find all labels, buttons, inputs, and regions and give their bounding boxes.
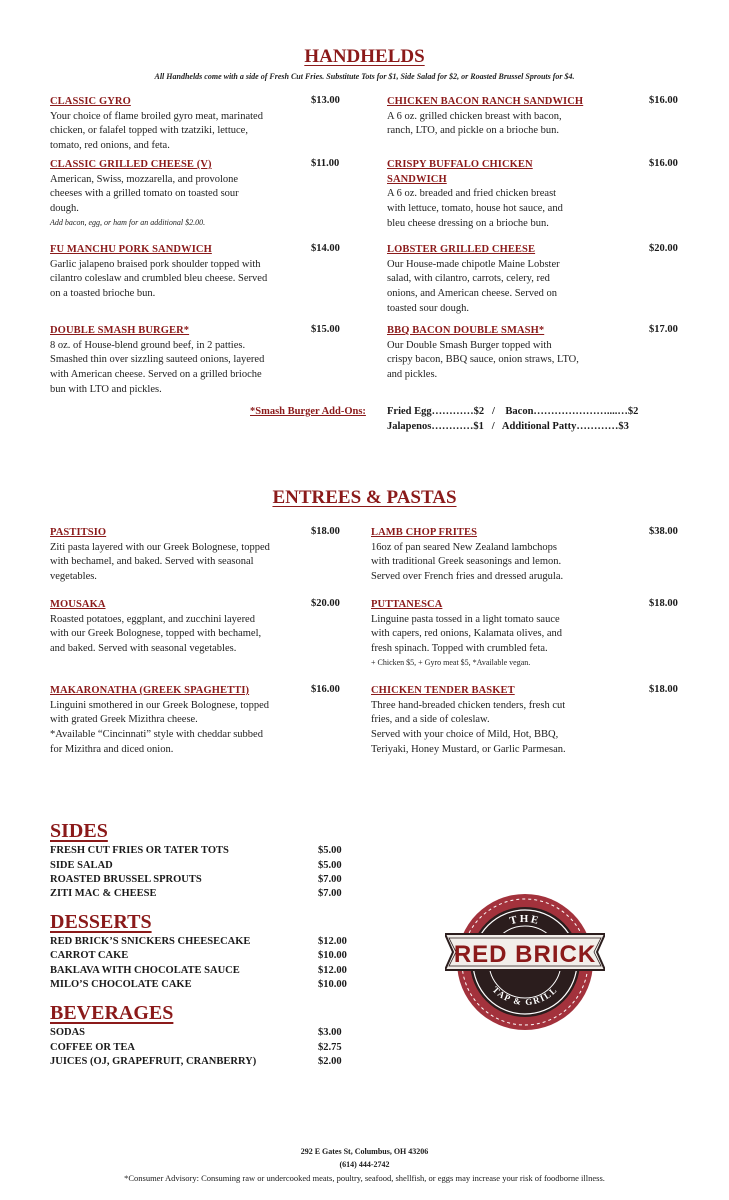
item-price: $5.00	[318, 860, 342, 871]
item-desc: toasted sour dough.	[387, 302, 469, 314]
list-item	[50, 1056, 350, 1067]
item-price: $2.00	[318, 1056, 342, 1067]
footer-advisory: *Consumer Advisory: Consuming raw or undercooked meats, poultry, seafood, shellfish, or eggs may increase your risk of foodborne illness.	[124, 1173, 605, 1183]
item-desc: with grated Greek Mizithra cheese.	[50, 714, 198, 726]
item-desc: Linguini smothered in our Greek Bolognese, topped	[50, 699, 269, 711]
footer-phone: (614) 444-2742	[339, 1160, 390, 1169]
item-note: Add bacon, egg, or ham for an additional $2.00.	[50, 217, 206, 227]
red-brick-logo	[445, 882, 605, 1042]
item-price: $16.00	[311, 684, 340, 695]
item-name: MOUSAKA	[50, 599, 106, 610]
item-desc: Ziti pasta layered with our Greek Bolognese, topped	[50, 541, 270, 553]
item-desc: Roasted potatoes, eggplant, and zucchini layered	[50, 613, 255, 625]
menu-item	[50, 324, 310, 398]
menu-item	[50, 684, 310, 758]
item-name: SODAS	[50, 1027, 86, 1038]
item-name: MAKARONATHA (GREEK SPAGHETTI)	[50, 685, 250, 696]
item-name: FRESH CUT FRIES OR TATER TOTS	[50, 845, 229, 856]
item-price: $20.00	[649, 243, 678, 254]
item-desc: Three hand-breaded chicken tenders, fresh cut	[371, 699, 566, 711]
item-desc: 8 oz. of House-blend ground beef, in 2 patties.	[50, 339, 246, 351]
addons-line: Jalapenos…………$1 / Additional Patty…………$3	[387, 421, 629, 432]
logo-top-text: THE	[508, 913, 542, 928]
item-desc: Garlic jalapeno braised pork shoulder topped with	[50, 258, 261, 270]
item-desc: tomato, red onions, and feta.	[50, 140, 170, 152]
addons-line: Fried Egg…………$2 / Bacon…………………....…$2	[387, 406, 639, 417]
list-item	[50, 888, 350, 899]
item-name-cont: SANDWICH	[387, 173, 447, 185]
list-item	[50, 950, 350, 961]
item-desc: Teriyaki, Honey Mustard, or Garlic Parmesan.	[371, 743, 566, 755]
item-desc: fresh spinach. Topped with crumbled feta.	[371, 643, 548, 655]
list-item	[50, 936, 350, 947]
item-name: CHICKEN TENDER BASKET	[371, 685, 515, 696]
item-desc: and pickles.	[387, 369, 438, 381]
list-item	[50, 1027, 350, 1038]
menu-item	[50, 526, 310, 585]
item-name: ZITI MAC & CHEESE	[50, 888, 157, 899]
item-desc: chicken, or falafel topped with tzatziki, lettuce,	[50, 125, 248, 137]
item-desc: with traditional Greek seasonings and lemon.	[371, 556, 562, 568]
item-name: ROASTED BRUSSEL SPROUTS	[50, 874, 202, 885]
list-item	[50, 1042, 350, 1053]
item-desc: A 6 oz. grilled chicken breast with bacon,	[387, 110, 562, 122]
item-price: $18.00	[649, 684, 678, 695]
menu-item	[371, 598, 631, 669]
item-name: CLASSIC GYRO	[50, 96, 131, 107]
addons-label: *Smash Burger Add-Ons:	[250, 406, 366, 417]
menu-item	[50, 95, 310, 154]
item-desc: bun with LTO and pickles.	[50, 383, 162, 395]
item-desc: *Available “Cincinnati” style with cheddar subbed	[50, 729, 263, 741]
item-price: $15.00	[311, 324, 340, 335]
list-item	[50, 860, 350, 871]
item-price: $12.00	[318, 936, 347, 947]
menu-item	[387, 324, 647, 383]
item-price: $16.00	[649, 158, 678, 169]
item-desc: Served over French fries and dressed arugula.	[371, 571, 564, 583]
item-price: $16.00	[649, 95, 678, 106]
list-item	[50, 845, 350, 856]
item-desc: Served with your choice of Mild, Hot, BBQ,	[371, 729, 559, 741]
menu-item	[50, 243, 310, 302]
item-desc: cilantro coleslaw and crumbled bleu cheese. Served	[50, 273, 268, 285]
item-desc: onions, and American cheese. Served on	[387, 288, 557, 300]
item-desc: for Mizithra and diced onion.	[50, 743, 174, 755]
item-desc: Smashed thin over sizzling sauteed onions, layered	[50, 354, 265, 366]
item-name: LAMB CHOP FRITES	[371, 527, 478, 538]
item-note: + Chicken $5, + Gyro meat $5, *Available vegan.	[371, 657, 531, 667]
item-desc: Your choice of flame broiled gyro meat, marinated	[50, 110, 263, 122]
list-item	[50, 965, 350, 976]
list-item	[50, 979, 350, 990]
item-price: $18.00	[649, 598, 678, 609]
footer-address: 292 E Gates St, Columbus, OH 43206	[300, 1147, 429, 1156]
sides-title: SIDES	[50, 820, 108, 842]
list-item	[50, 874, 350, 885]
item-price: $14.00	[311, 243, 340, 254]
menu-item	[371, 526, 631, 585]
item-name: RED BRICK’S SNICKERS CHEESECAKE	[50, 936, 251, 947]
item-desc: ranch, LTO, and pickle on a brioche bun.	[387, 125, 560, 137]
item-name: FU MANCHU PORK SANDWICH	[50, 244, 212, 255]
item-name: CHICKEN BACON RANCH SANDWICH	[387, 96, 584, 107]
item-price: $38.00	[649, 526, 678, 537]
logo-bottom-text: TAP & GRILL	[490, 984, 560, 1008]
item-desc: with lettuce, tomato, house hot sauce, and	[387, 203, 563, 215]
item-price: $20.00	[311, 598, 340, 609]
menu-item	[387, 95, 647, 139]
item-name: PUTTANESCA	[371, 599, 443, 610]
logo-main-text: RED BRICK	[453, 941, 597, 968]
item-name: CLASSIC GRILLED CHEESE (V)	[50, 159, 212, 170]
item-price: $7.00	[318, 888, 342, 899]
item-price: $12.00	[318, 965, 347, 976]
item-price: $17.00	[649, 324, 678, 335]
menu-item	[371, 684, 631, 758]
item-price: $10.00	[318, 979, 347, 990]
item-name: CRISPY BUFFALO CHICKEN	[387, 159, 533, 170]
item-name: LOBSTER GRILLED CHEESE	[387, 244, 536, 255]
item-name: COFFEE OR TEA	[50, 1042, 135, 1053]
item-desc: with capers, red onions, Kalamata olives, and	[371, 628, 562, 640]
item-desc: Our Double Smash Burger topped with	[387, 339, 552, 351]
item-name: CARROT CAKE	[50, 950, 129, 961]
beverages-title: BEVERAGES	[50, 1002, 174, 1024]
item-desc: with bechamel, and baked. Served with seasonal	[50, 556, 254, 568]
item-name: PASTITSIO	[50, 527, 107, 538]
item-desc: dough.	[50, 203, 79, 215]
item-price: $2.75	[318, 1042, 342, 1053]
item-price: $11.00	[311, 158, 340, 169]
item-desc: Our House-made chipotle Maine Lobster	[387, 258, 560, 270]
handhelds-note: All Handhelds come with a side of Fresh Cut Fries. Substitute Tots for $1, Side Salad for $2, or Roasted Brussel Sprouts for $4.	[154, 72, 575, 81]
item-desc: bleu cheese dressing on a brioche bun.	[387, 217, 549, 229]
item-desc: with our Greek Bolognese, topped with bechamel,	[50, 628, 262, 640]
menu-item	[387, 158, 647, 232]
item-name: BAKLAVA WITH CHOCOLATE SAUCE	[50, 965, 240, 976]
item-desc: 16oz of pan seared New Zealand lambchops	[371, 541, 558, 553]
item-price: $13.00	[311, 95, 340, 106]
item-name: BBQ BACON DOUBLE SMASH*	[387, 325, 545, 336]
item-price: $18.00	[311, 526, 340, 537]
menu-item	[50, 598, 310, 657]
item-desc: fries, and a side of coleslaw.	[371, 714, 490, 726]
handhelds-title: HANDHELDS	[304, 46, 425, 67]
item-desc: crispy bacon, BBQ sauce, onion straws, LTO,	[387, 354, 579, 366]
item-price: $7.00	[318, 874, 342, 885]
item-desc: Linguine pasta tossed in a light tomato sauce	[371, 613, 560, 625]
item-desc: on a toasted brioche bun.	[50, 288, 156, 300]
item-desc: salad, with cilantro, carrots, celery, red	[387, 273, 550, 285]
item-desc: vegetables.	[50, 571, 97, 583]
item-desc: American, Swiss, mozzarella, and provolone	[50, 173, 239, 185]
item-price: $5.00	[318, 845, 342, 856]
item-desc: A 6 oz. breaded and fried chicken breast	[387, 188, 557, 200]
desserts-title: DESSERTS	[50, 911, 152, 933]
item-price: $3.00	[318, 1027, 342, 1038]
item-desc: and baked. Served with seasonal vegetables.	[50, 643, 237, 655]
item-name: SIDE SALAD	[50, 860, 113, 871]
item-desc: cheeses with a grilled tomato on toasted sour	[50, 188, 239, 200]
entrees-title: ENTREES & PASTAS	[272, 487, 457, 508]
item-name: JUICES (OJ, GRAPEFRUIT, CRANBERRY)	[50, 1056, 257, 1067]
menu-item	[50, 158, 310, 229]
item-price: $10.00	[318, 950, 347, 961]
item-desc: with American cheese. Served on a grilled brioche	[50, 369, 262, 381]
item-name: DOUBLE SMASH BURGER*	[50, 325, 190, 336]
item-name: MILO’S CHOCOLATE CAKE	[50, 979, 192, 990]
menu-item	[387, 243, 647, 317]
